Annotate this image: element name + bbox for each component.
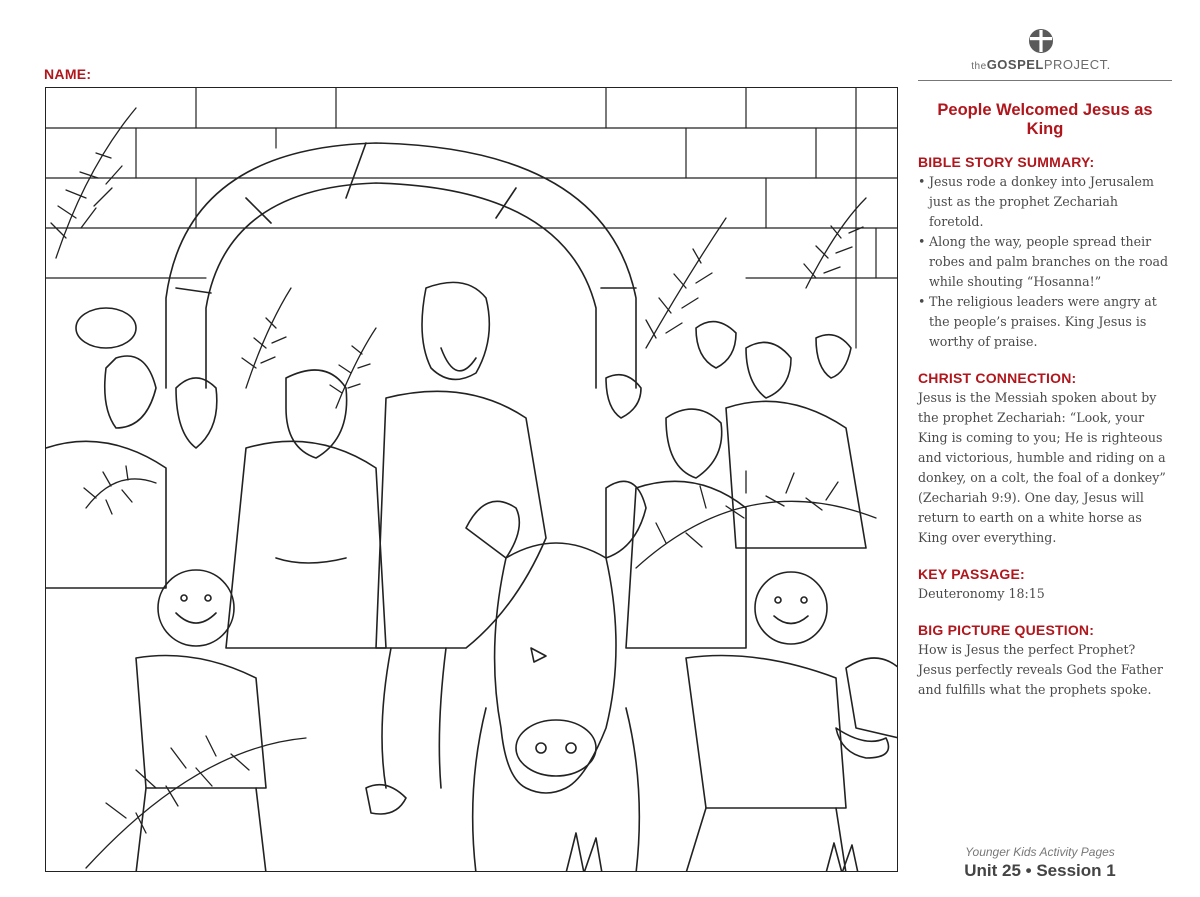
summary-bullet: • Along the way, people spread their robes and palm branches on the road while shouting “Hosanna!” bbox=[918, 232, 1172, 292]
christ-connection-text: Jesus is the Messiah spoken about by the prophet Zechariah: “Look, your King is coming to you; He is righteous and victorious, humble and riding on a donkey, on a colt, the foal of a donkey” (Zechariah 9:9). One day, Jesus will return to earth on a white horse as King over everything. bbox=[918, 390, 1166, 545]
logo-the: the bbox=[971, 61, 987, 72]
brick-wall bbox=[46, 88, 898, 348]
coloring-illustration bbox=[45, 87, 898, 872]
logo-gospel: GOSPEL bbox=[986, 57, 1044, 72]
logo-wordmark bbox=[910, 57, 1172, 72]
lesson-sidebar bbox=[918, 28, 1172, 700]
lesson-title: People Welcomed Jesus as King bbox=[937, 101, 1153, 138]
header-divider bbox=[918, 80, 1172, 81]
summary-bullet: • Jesus rode a donkey into Jerusalem just as the prophet Zechariah foretold. bbox=[918, 172, 1172, 232]
big-picture-text: How is Jesus the perfect Prophet? Jesus perfectly reveals God the Father and fulfills what the prophets spoke. bbox=[918, 642, 1163, 697]
summary-bullet: • The religious leaders were angry at the people’s praises. King Jesus is worthy of praise. bbox=[918, 292, 1172, 352]
cross-logo-icon bbox=[1028, 28, 1054, 54]
summary-list bbox=[918, 172, 1172, 352]
logo-project: PROJECT. bbox=[1043, 57, 1111, 72]
key-passage-heading: KEY PASSAGE: bbox=[918, 566, 1025, 582]
page-footer bbox=[920, 845, 1160, 881]
christ-connection-heading: CHRIST CONNECTION: bbox=[918, 370, 1077, 386]
gospel-project-logo bbox=[910, 28, 1172, 72]
name-label: NAME: bbox=[44, 66, 92, 82]
big-picture-heading: BIG PICTURE QUESTION: bbox=[918, 622, 1095, 638]
footer-subtitle: Younger Kids Activity Pages bbox=[965, 845, 1115, 859]
unit-session-label: Unit 25 • Session 1 bbox=[964, 861, 1116, 880]
palm-branches bbox=[51, 108, 876, 868]
key-passage-text: Deuteronomy 18:15 bbox=[918, 586, 1045, 601]
stone-arch bbox=[166, 143, 636, 388]
summary-heading: BIBLE STORY SUMMARY: bbox=[918, 154, 1095, 170]
crowd-figures bbox=[46, 282, 898, 872]
